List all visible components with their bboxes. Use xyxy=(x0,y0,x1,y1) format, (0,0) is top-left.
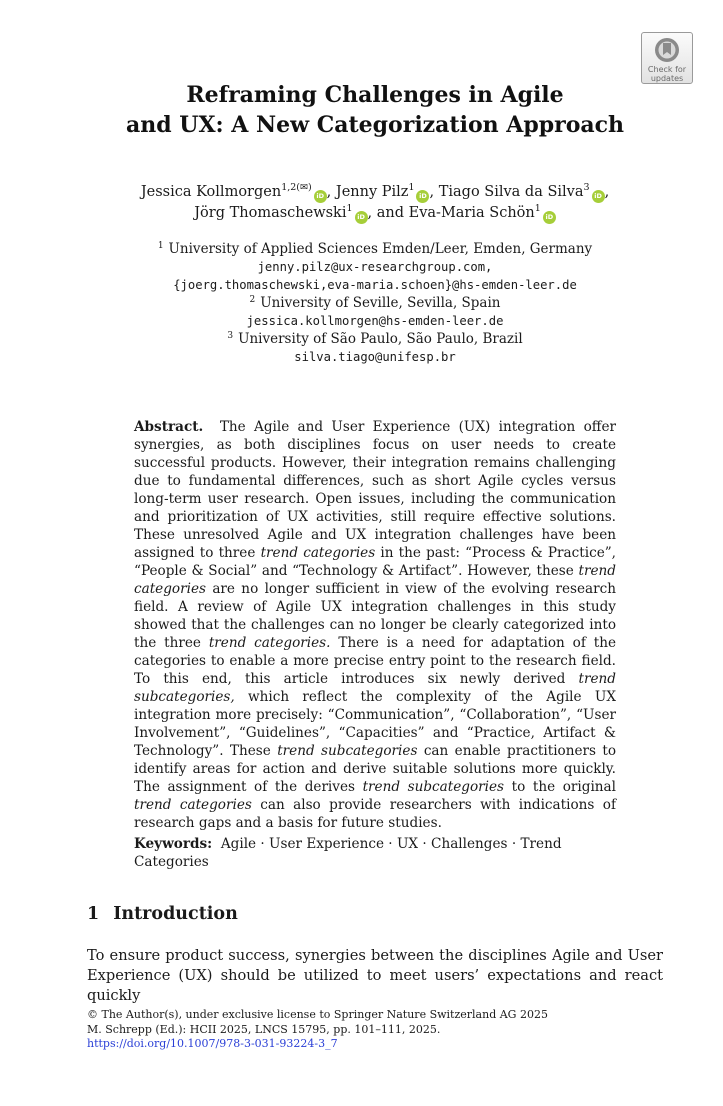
orcid-icon[interactable]: iD xyxy=(314,190,327,203)
affiliation-number: 2 xyxy=(249,295,256,305)
section-heading xyxy=(87,902,238,926)
email-address[interactable]: jenny.pilz@ux-researchgroup.com, xyxy=(257,260,493,274)
abstract-emphasis: trend categories xyxy=(134,797,252,813)
doi-link[interactable]: https://doi.org/10.1007/978-3-031-93224-3_7 xyxy=(87,1037,338,1050)
affiliation-number: 1 xyxy=(157,241,164,251)
orcid-icon[interactable]: iD xyxy=(543,211,556,224)
abstract-emphasis: trend subcategories, xyxy=(134,671,616,705)
abstract-text: The Agile and User Experience (UX) integration offer synergies, as both disciplines focus on user needs to create successful products. However, their integration remains challenging due to fundamental differences, such as short Agile cycles versus long-term user research. Open issues, including the communication and prioritization of UX activities, still require effective solutions. These unresolved Agile and UX integration challenges have been assigned to three xyxy=(134,419,616,561)
author-affiliation-mark: 1,2(✉) xyxy=(281,182,312,193)
intro-paragraph: To ensure product success, synergies between the disciplines Agile and User Experience (UX) should be utilized to meet users’ expectations and react quickly xyxy=(87,947,663,1004)
abstract-emphasis: trend categories. xyxy=(208,635,331,651)
affiliation-name: University of São Paulo, São Paulo, Brazil xyxy=(238,331,523,347)
abstract-emphasis: trend categories xyxy=(260,545,376,561)
affiliation-1 xyxy=(40,240,710,258)
author-affiliation-mark: 1 xyxy=(408,182,415,193)
abstract xyxy=(134,418,616,832)
author-name: Tiago Silva da Silva xyxy=(438,184,584,200)
keywords-text: Agile · User Experience · UX · Challenges · Trend Categories xyxy=(134,836,562,870)
abstract-emphasis: trend subcategories xyxy=(277,743,418,759)
abstract-text: can also provide researchers with indications of research gaps and a basis for future studies. xyxy=(134,797,616,831)
affiliation-3 xyxy=(40,330,710,348)
bookmark-circle-icon xyxy=(654,37,680,63)
author-line-2: Jörg Thomaschewski$^1$iD , and Eva-Maria Schön$^1$iD xyxy=(40,203,710,224)
email-address[interactable]: silva.tiago@unifesp.br xyxy=(294,350,456,364)
abstract-text: to the original xyxy=(511,779,617,795)
section-title: Introduction xyxy=(113,904,238,924)
author-name: Jessica Kollmorgen xyxy=(140,184,282,200)
author-conjunction: and xyxy=(376,205,405,221)
affiliation-name: University of Seville, Sevilla, Spain xyxy=(260,295,501,311)
abstract-text: can enable practitioners to identify areas for action and derive suitable solutions more quickly. The assignment of the derives xyxy=(134,743,617,795)
title-line-2: and UX: A New Categorization Approach xyxy=(125,112,625,138)
email-address[interactable]: {joerg.thomaschewski,eva-maria.schoen}@hs-emden-leer.de xyxy=(173,278,577,292)
check-for-updates-badge[interactable] xyxy=(641,32,693,84)
affiliation-2 xyxy=(40,294,710,312)
copyright-footer xyxy=(87,1008,687,1052)
keywords xyxy=(134,835,616,871)
badge-label: Check for updates xyxy=(647,65,687,83)
abstract-text: are no longer sufficient in view of the evolving research field. A review of Agile UX integration challenges in this study showed that the challenges can no longer be clearly categorized into the three xyxy=(134,581,616,651)
author-line-1: Jessica Kollmorgen$^{1,2(✉)}$iD , Jenny Pilz$^1$iD , Tiago Silva da Silva$^3$iD , xyxy=(40,182,710,203)
title-line-1: Reframing Challenges in Agile xyxy=(186,82,564,108)
author-affiliation-mark: 1 xyxy=(346,203,353,214)
abstract-text: in the past: “Process & Practice”, “People & Social” and “Technology & Artifact”. However, these xyxy=(134,545,617,579)
abstract-text: There is a need for adaptation of the categories to enable a more precise entry point to the research field. To this end, this article introduces six newly derived xyxy=(134,635,617,687)
author-name: Eva-Maria Schön xyxy=(408,205,535,221)
keywords-label: Keywords: xyxy=(134,836,213,852)
copyright-line: © The Author(s), under exclusive license to Springer Nature Switzerland AG 2025 xyxy=(87,1008,548,1021)
orcid-icon[interactable]: iD xyxy=(592,190,605,203)
author-affiliation-mark: 3 xyxy=(583,182,590,193)
affiliation-number: 3 xyxy=(227,331,234,341)
abstract-emphasis: trend categories xyxy=(134,563,616,597)
author-name: Jörg Thomaschewski xyxy=(194,205,347,221)
email-address[interactable]: jessica.kollmorgen@hs-emden-leer.de xyxy=(246,314,504,328)
citation-line: M. Schrepp (Ed.): HCII 2025, LNCS 15795, pp. 101–111, 2025. xyxy=(87,1022,441,1036)
abstract-text: which reflect the complexity of the Agile UX integration more precisely: “Communication”, “Collaboration”, “User Involvement”, “Guidelines”, “Capacities” and “Practice, Artifact & Technology”. These xyxy=(134,689,616,759)
author-list xyxy=(40,182,710,224)
abstract-emphasis: trend subcategories xyxy=(362,779,505,795)
orcid-icon[interactable]: iD xyxy=(416,190,429,203)
affiliation-name: University of Applied Sciences Emden/Leer, Emden, Germany xyxy=(168,241,593,257)
author-name: Jenny Pilz xyxy=(335,184,409,200)
author-affiliation-mark: 1 xyxy=(534,203,541,214)
abstract-label: Abstract. xyxy=(134,419,204,435)
section-number: 1 xyxy=(87,904,100,924)
affiliations xyxy=(40,240,710,366)
paper-title xyxy=(40,80,710,140)
orcid-icon[interactable]: iD xyxy=(355,211,368,224)
